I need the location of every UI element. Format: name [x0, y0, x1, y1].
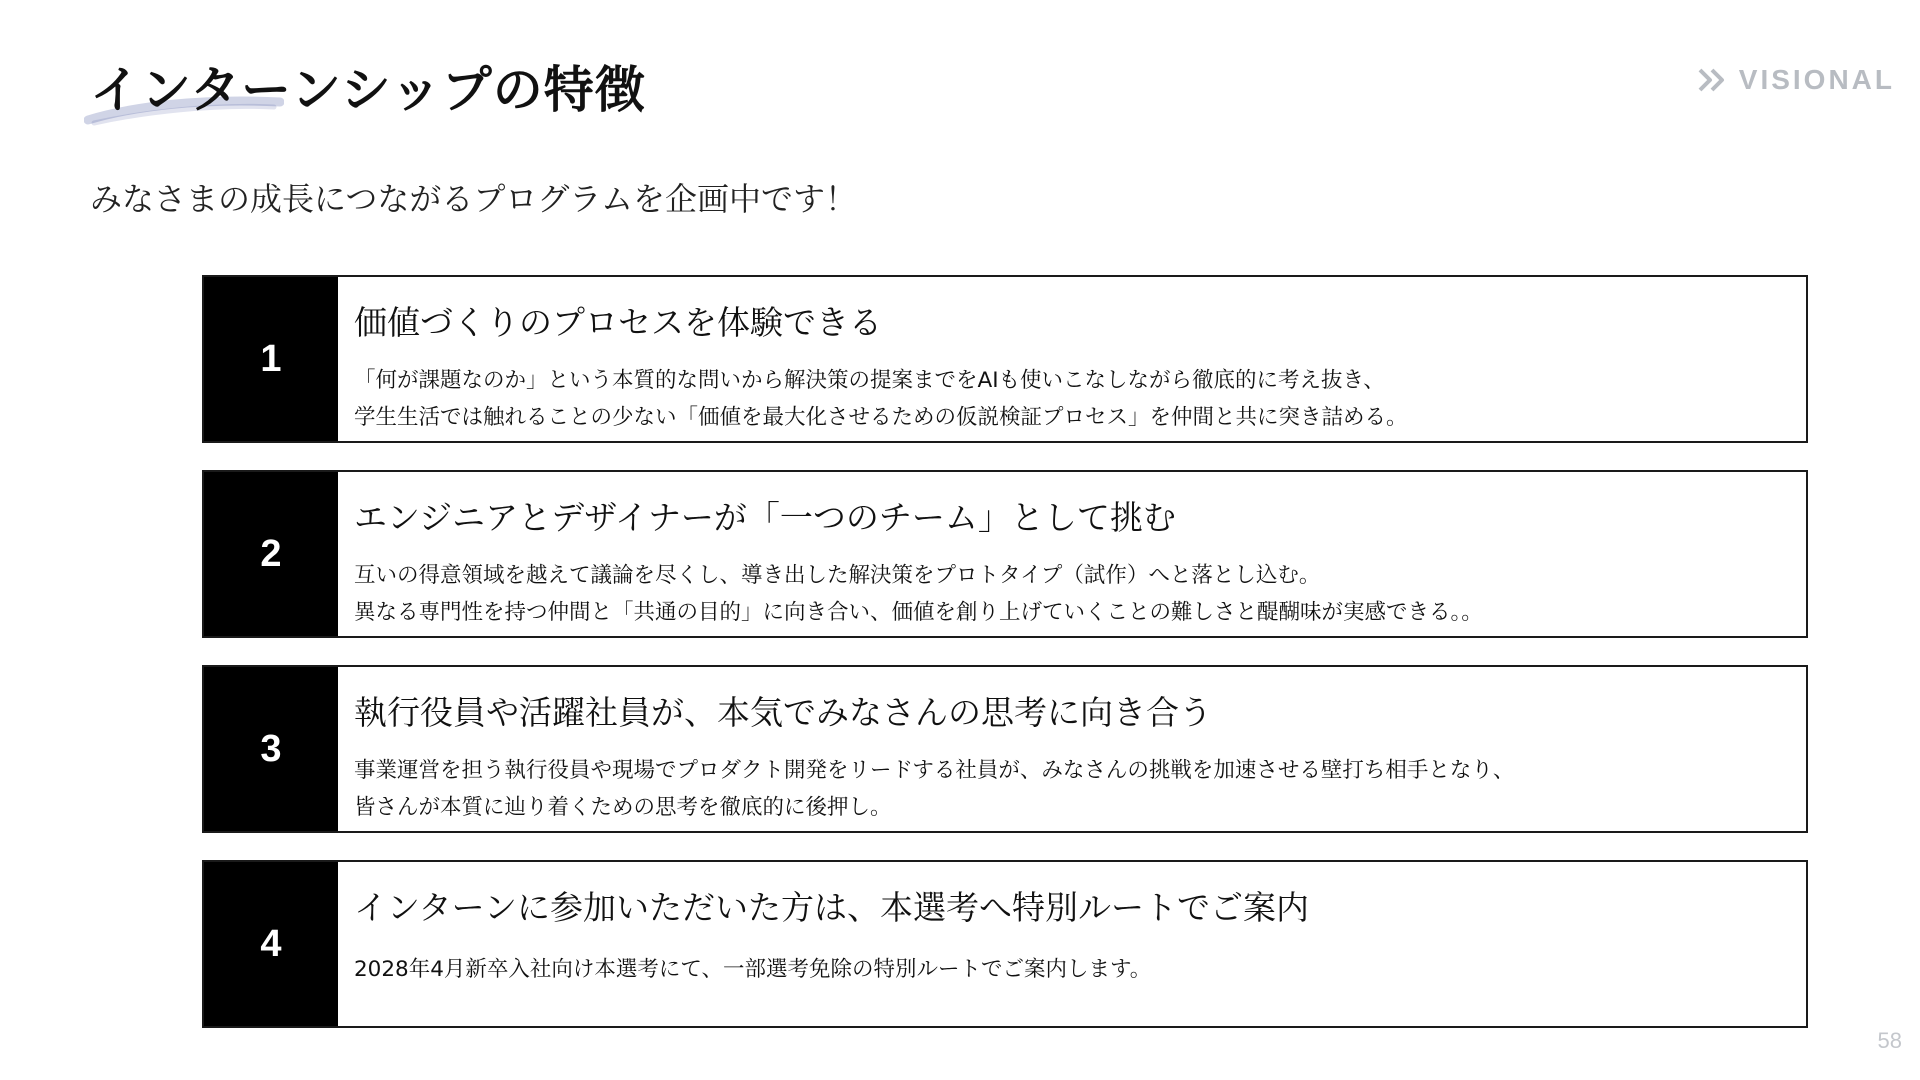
double-chevron-right-icon [1697, 67, 1733, 93]
feature-description-line: 学生生活では触れることの少ない「価値を最大化させるための仮説検証プロセス」を仲間と共に突き詰める。 [354, 405, 1408, 430]
feature-card-4 [202, 860, 1808, 1028]
logo-text: VISIONAL [1738, 64, 1895, 95]
feature-number: 4 [204, 862, 338, 1026]
feature-number: 1 [204, 277, 338, 441]
feature-description-line: 「何が課題なのか」という本質的な問いから解決策の提案までをAIも使いこなしながら徹底的に考え抜き、 [354, 368, 1385, 393]
feature-list [202, 275, 1808, 1055]
feature-description [354, 752, 1514, 826]
feature-description [354, 951, 1309, 988]
feature-description-line: 皆さんが本質に辿り着くための思考を徹底的に後押し。 [354, 795, 892, 820]
feature-number: 2 [204, 472, 338, 636]
feature-description [354, 362, 1408, 436]
feature-title: 価値づくりのプロセスを体験できる [354, 303, 882, 342]
feature-body [338, 667, 1530, 831]
feature-body [338, 472, 1499, 636]
feature-title: インターンに参加いただいた方は、本選考へ特別ルートでご案内 [354, 888, 1310, 927]
feature-description-line: 事業運営を担う執行役員や現場でプロダクト開発をリードする社員が、みなさんの挑戦を加速させる壁打ち相手となり、 [354, 758, 1515, 783]
subtitle: みなさまの成長につながるプログラムを企画中です！ [90, 180, 858, 218]
visional-logo [1697, 64, 1895, 96]
feature-card-3 [202, 665, 1808, 833]
feature-number: 3 [204, 667, 338, 831]
feature-card-2 [202, 470, 1808, 638]
feature-description-line: 異なる専門性を持つ仲間と「共通の目的」に向き合い、価値を創り上げていくことの難しさと醍醐味が実感できる。。 [354, 600, 1483, 625]
feature-body [338, 862, 1325, 1026]
feature-body [338, 277, 1424, 441]
page-title: インターンシップの特徴 [90, 61, 646, 119]
feature-description [354, 557, 1483, 631]
feature-description-line: 2028年4月新卒入社向け本選考にて、一部選考免除の特別ルートでご案内します。 [354, 957, 1152, 982]
feature-description-line: 互いの得意領域を越えて議論を尽くし、導き出した解決策をプロトタイプ（試作）へと落とし込む。 [354, 563, 1321, 588]
feature-card-1 [202, 275, 1808, 443]
page-number: 58 [1877, 1028, 1902, 1053]
feature-title: 執行役員や活躍社員が、本気でみなさんの思考に向き合う [354, 693, 1212, 732]
feature-title: エンジニアとデザイナーが「一つのチーム」として挑む [354, 498, 1176, 537]
